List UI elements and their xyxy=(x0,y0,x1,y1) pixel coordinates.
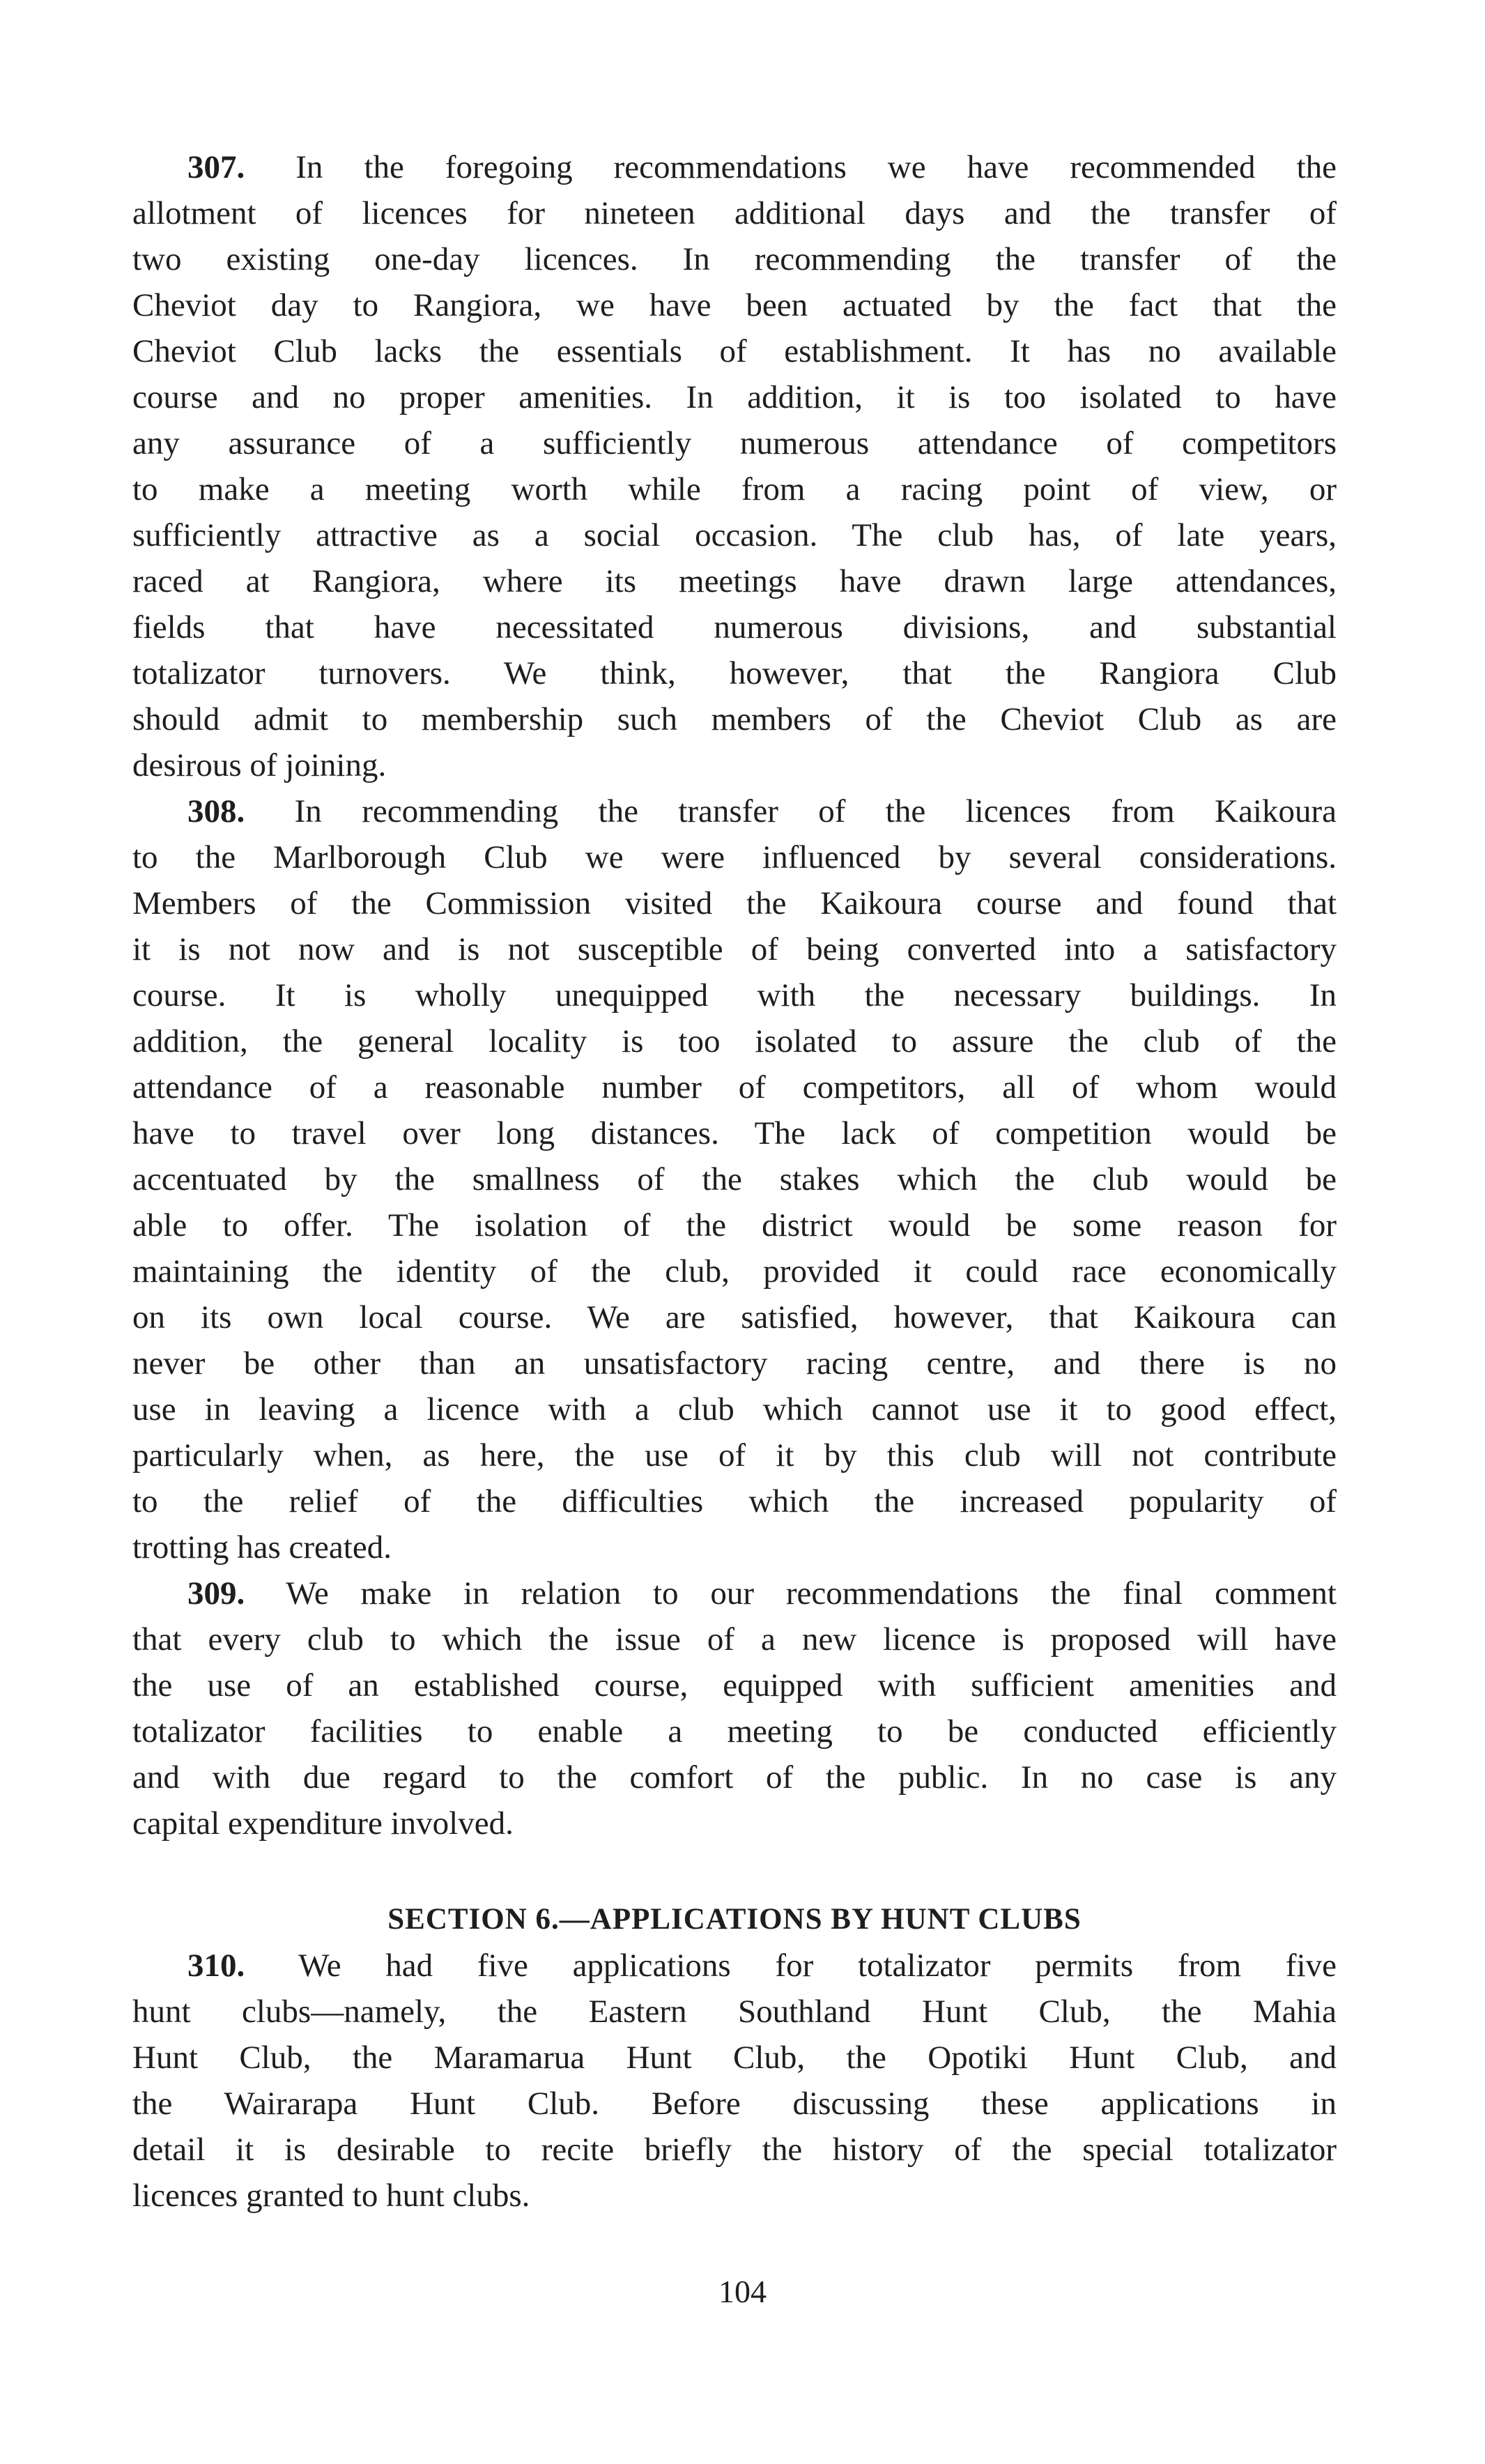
line-text: raced at Rangiora, where its meetings have drawn large attendances, xyxy=(132,563,1337,599)
text-line xyxy=(132,1478,1337,1524)
text-line xyxy=(132,512,1337,558)
paragraph-308 xyxy=(132,788,1337,1570)
text-line xyxy=(132,604,1337,650)
text-line xyxy=(132,1110,1337,1156)
text-line xyxy=(132,788,1337,834)
text-line xyxy=(132,2035,1337,2081)
line-text: Hunt Club, the Maramarua Hunt Club, the Opotiki Hunt Club, and xyxy=(132,2040,1337,2076)
line-text: sufficiently attractive as a social occasion. The club has, of late years, xyxy=(132,517,1337,553)
line-text: totalizator facilities to enable a meeting to be conducted efficiently xyxy=(132,1713,1337,1750)
line-text: have to travel over long distances. The lack of competition would be xyxy=(132,1115,1337,1151)
paragraph-number: 308. xyxy=(187,793,245,829)
text-line xyxy=(132,880,1337,926)
paragraphs-section-6 xyxy=(132,1943,1337,2219)
paragraph-310 xyxy=(132,1943,1337,2219)
line-text: should admit to membership such members of the Cheviot Club as are xyxy=(132,701,1337,737)
text-line xyxy=(132,1064,1337,1110)
line-text: trotting has created. xyxy=(132,1529,392,1566)
text-line xyxy=(132,1202,1337,1248)
text-line xyxy=(132,1616,1337,1662)
line-text: licences granted to hunt clubs. xyxy=(132,2178,530,2214)
text-line xyxy=(132,1943,1337,1989)
line-text: totalizator turnovers. We think, however, that the Rangiora Club xyxy=(132,655,1337,691)
text-line xyxy=(132,926,1337,972)
line-text: accentuated by the smallness of the stakes which the club would be xyxy=(132,1161,1337,1197)
line-text: In recommending the transfer of the licences from Kaikoura xyxy=(294,793,1337,829)
line-text: desirous of joining. xyxy=(132,747,387,783)
paragraph-number: 310. xyxy=(187,1948,245,1984)
text-line xyxy=(132,742,1337,788)
text-line xyxy=(132,834,1337,880)
line-text: Cheviot day to Rangiora, we have been actuated by the fact that the xyxy=(132,287,1337,323)
text-line xyxy=(132,328,1337,374)
line-text: it is not now and is not susceptible of being converted into a satisfactory xyxy=(132,931,1337,967)
line-text: fields that have necessitated numerous divisions, and substantial xyxy=(132,609,1337,645)
line-text: We had five applications for totalizator permits from five xyxy=(298,1948,1337,1984)
line-text: any assurance of a sufficiently numerous attendance of competitors xyxy=(132,425,1337,461)
line-text: the Wairarapa Hunt Club. Before discussing these applications in xyxy=(132,2086,1337,2122)
text-line xyxy=(132,1570,1337,1616)
text-line xyxy=(132,1432,1337,1478)
text-line xyxy=(132,1386,1337,1432)
line-text: to the relief of the difficulties which the increased popularity of xyxy=(132,1483,1337,1520)
paragraph-number: 307. xyxy=(187,149,245,185)
line-text: We make in relation to our recommendations the final comment xyxy=(286,1575,1337,1612)
paragraph-309 xyxy=(132,1570,1337,1846)
line-text: allotment of licences for nineteen additional days and the transfer of xyxy=(132,195,1337,231)
line-text: two existing one-day licences. In recommending the transfer of the xyxy=(132,241,1337,277)
paragraphs-section-5 xyxy=(132,144,1337,1846)
line-text: course and no proper amenities. In addition, it is too isolated to have xyxy=(132,379,1337,415)
line-text: that every club to which the issue of a new licence is proposed will have xyxy=(132,1621,1337,1658)
text-line xyxy=(132,1524,1337,1570)
line-text: and with due regard to the comfort of the public. In no case is any xyxy=(132,1759,1337,1796)
paragraph-307 xyxy=(132,144,1337,788)
text-line xyxy=(132,282,1337,328)
text-line xyxy=(132,2081,1337,2127)
line-text: on its own local course. We are satisfied, however, that Kaikoura can xyxy=(132,1299,1337,1336)
line-text: detail it is desirable to recite briefly the history of the special totalizator xyxy=(132,2132,1337,2168)
text-line xyxy=(132,696,1337,742)
text-line xyxy=(132,1989,1337,2035)
line-text: course. It is wholly unequipped with the necessary buildings. In xyxy=(132,977,1337,1013)
text-line xyxy=(132,466,1337,512)
text-line xyxy=(132,1662,1337,1708)
text-line xyxy=(132,374,1337,420)
line-text: particularly when, as here, the use of it by this club will not contribute xyxy=(132,1437,1337,1474)
line-text: to the Marlborough Club we were influenced by several considerations. xyxy=(132,839,1337,875)
line-text: maintaining the identity of the club, provided it could race economically xyxy=(132,1253,1337,1290)
text-line xyxy=(132,1156,1337,1202)
line-text: able to offer. The isolation of the district would be some reason for xyxy=(132,1207,1337,1244)
text-line xyxy=(132,2173,1337,2219)
paragraph-number: 309. xyxy=(187,1575,245,1612)
text-line xyxy=(132,420,1337,466)
line-text: hunt clubs—namely, the Eastern Southland Hunt Club, the Mahia xyxy=(132,1994,1337,2030)
line-text: capital expenditure involved. xyxy=(132,1805,514,1842)
text-line xyxy=(132,1018,1337,1064)
line-text: Cheviot Club lacks the essentials of establishment. It has no available xyxy=(132,333,1337,369)
line-text: the use of an established course, equipped with sufficient amenities and xyxy=(132,1667,1337,1704)
text-line xyxy=(132,236,1337,282)
line-text: In the foregoing recommendations we have recommended the xyxy=(295,149,1337,185)
line-text: never be other than an unsatisfactory racing centre, and there is no xyxy=(132,1345,1337,1382)
text-line xyxy=(132,650,1337,696)
text-line xyxy=(132,1340,1337,1386)
text-line xyxy=(132,1294,1337,1340)
line-text: use in leaving a licence with a club which cannot use it to good effect, xyxy=(132,1391,1337,1428)
text-line xyxy=(132,144,1337,190)
line-text: attendance of a reasonable number of competitors, all of whom would xyxy=(132,1069,1337,1105)
page-number: 104 xyxy=(718,2274,767,2309)
line-text: addition, the general locality is too isolated to assure the club of the xyxy=(132,1023,1337,1059)
text-line xyxy=(132,558,1337,604)
document-page xyxy=(132,144,1337,2219)
text-line xyxy=(132,190,1337,236)
line-text: Members of the Commission visited the Kaikoura course and found that xyxy=(132,885,1337,921)
text-line xyxy=(132,1800,1337,1846)
text-line xyxy=(132,1248,1337,1294)
text-line xyxy=(132,972,1337,1018)
section-heading: SECTION 6.—APPLICATIONS BY HUNT CLUBS xyxy=(387,1903,1082,1936)
text-line xyxy=(132,1754,1337,1800)
text-line xyxy=(132,2127,1337,2173)
line-text: to make a meeting worth while from a racing point of view, or xyxy=(132,471,1337,507)
text-line xyxy=(132,1708,1337,1754)
